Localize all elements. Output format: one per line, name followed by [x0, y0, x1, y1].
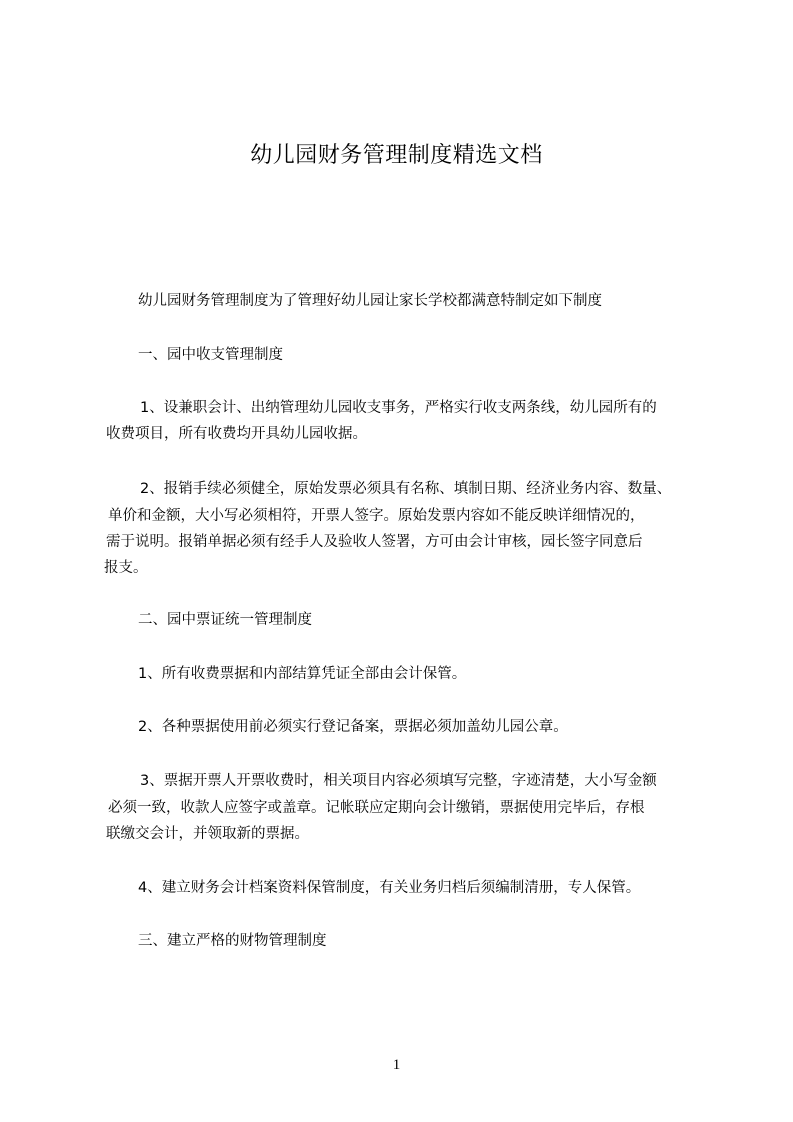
paragraph-section2-item2: 2、各种票据使用前必须实行登记备案，票据必须加盖幼儿园公章。 [138, 719, 568, 735]
paragraph-line: 1、设兼职会计、出纳管理幼儿园收支事务，严格实行收支两条线，幼儿园所有的 [140, 400, 657, 416]
page-number: 1 [392, 1057, 401, 1073]
paragraph-line: 单价和金额，大小写必须相符，开票人签字。原始发票内容如不能反映详细情况的， [108, 508, 645, 524]
intro-paragraph: 幼儿园财务管理制度为了管理好幼儿园让家长学校都满意特制定如下制度 [138, 293, 602, 309]
paragraph-section2-item1: 1、所有收费票据和内部结算凭证全部由会计保管。 [138, 666, 467, 682]
paragraph-line: 3、票据开票人开票收费时，相关项目内容必须填写完整，字迹清楚，大小写金额 [140, 773, 657, 789]
section-heading-receipts: 二、园中票证统一管理制度 [138, 612, 312, 628]
section-heading-income-expense: 一、园中收支管理制度 [138, 347, 283, 363]
paragraph-section2-item4: 4、建立财务会计档案资料保管制度，有关业务归档后须编制清册，专人保管。 [138, 880, 641, 896]
paragraph-line: 收费项目，所有收费均开具幼儿园收据。 [106, 426, 367, 442]
page-title: 幼儿园财务管理制度精选文档 [250, 143, 543, 168]
paragraph-line: 2、报销手续必须健全，原始发票必须具有名称、填制日期、经济业务内容、数量、 [140, 481, 672, 497]
paragraph-line: 联缴交会计，并领取新的票据。 [106, 826, 309, 842]
paragraph-line: 报支。 [104, 560, 148, 576]
section-heading-assets: 三、建立严格的财物管理制度 [138, 933, 327, 949]
paragraph-line: 必须一致，收款人应签字或盖章。记帐联应定期向会计缴销，票据使用完毕后，存根 [108, 800, 645, 816]
paragraph-line: 需于说明。报销单据必须有经手人及验收人签署，方可由会计审核，园长签字同意后 [106, 534, 643, 550]
